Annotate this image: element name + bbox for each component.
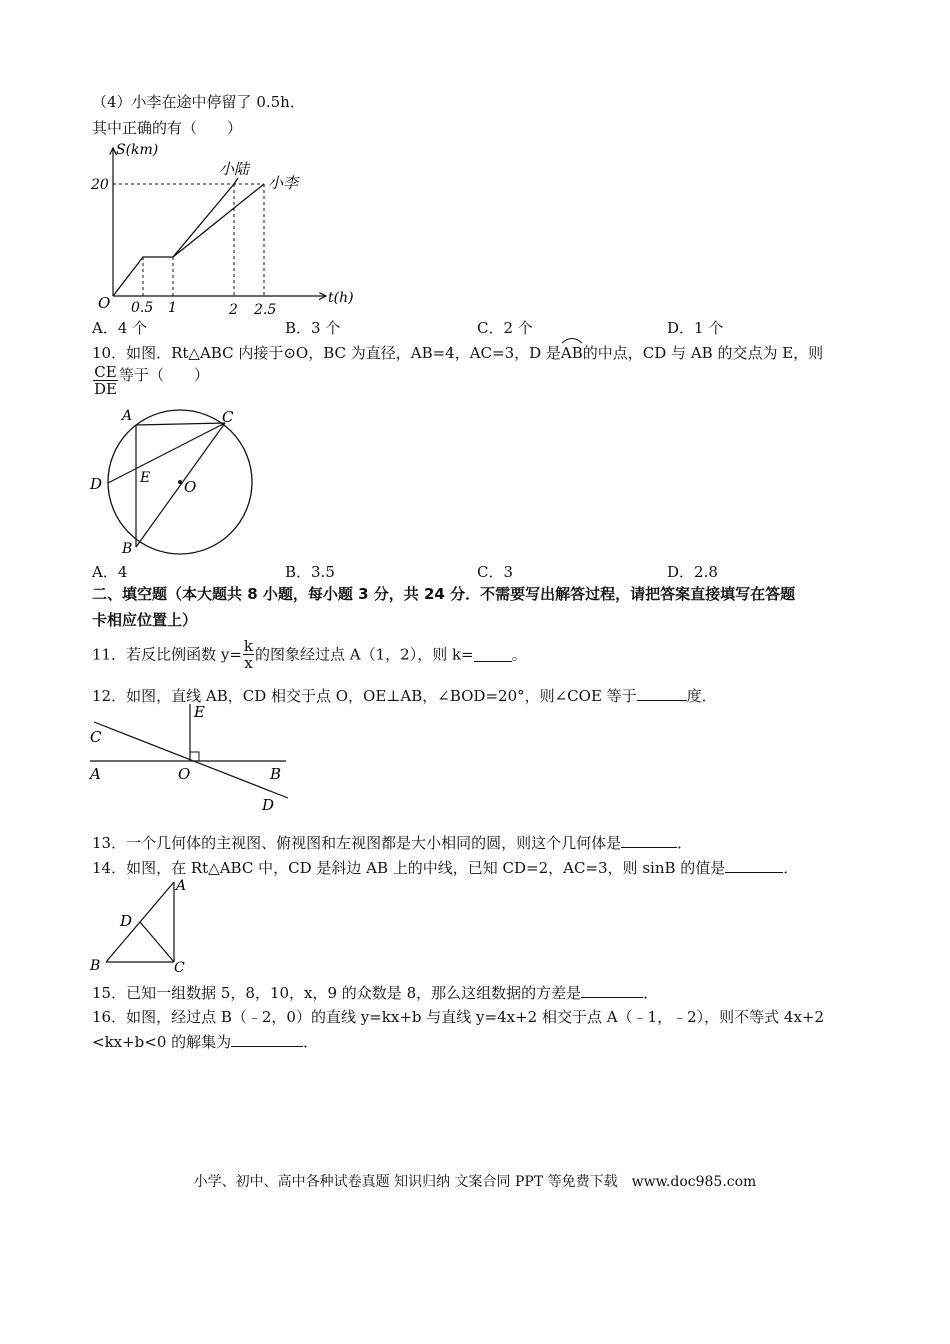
svg-text:D: D: [262, 796, 275, 814]
k-over-x: $\frac{k}{x}$: [243, 637, 253, 672]
svg-text:B: B: [270, 765, 282, 783]
y-axis-label: S(km): [116, 142, 159, 158]
q15: 15．已知一组数据 5，8，10，x，9 的众数是 8，那么这组数据的方差是 ．: [92, 984, 659, 1002]
svg-text:B: B: [122, 541, 133, 557]
q12: 12．如图，直线 AB，CD 相交于点 O，OE⊥AB，∠BOD=20°，则∠COE 等于 度．: [92, 687, 717, 705]
q9-option-a: A．4 个: [92, 319, 148, 337]
q12-answer-blank: [637, 686, 687, 701]
q15-answer-blank: [581, 983, 643, 998]
q10-option-b: B．3.5: [285, 563, 335, 581]
q14-answer-blank: [725, 858, 783, 873]
q10-stem-2: $\frac{CE}{DE}$ 等于（ ）: [94, 363, 209, 398]
q11: 11．若反比例函数 y= $\frac{k}{x}$ 的图象经过点 A（1，2），则 k= 。: [92, 637, 527, 672]
x-tick-2: 2: [229, 302, 238, 318]
svg-text:B: B: [90, 958, 101, 974]
label-xiaolu: 小陆: [219, 160, 250, 178]
label-xiaoli: 小李: [268, 174, 299, 192]
q10-option-c: C．3: [477, 563, 514, 581]
svg-text:O: O: [178, 765, 191, 783]
q9-ask: 其中正确的有（ ）: [92, 119, 243, 137]
svg-text:C: C: [90, 728, 102, 746]
x-tick-0.5: 0.5: [131, 300, 154, 316]
x-tick-2.5: 2.5: [254, 302, 277, 318]
q9-option-b: B．3 个: [285, 319, 341, 337]
svg-text:C: C: [174, 960, 185, 976]
q10-option-a: A．4: [92, 563, 128, 581]
q9-option-c: C．2 个: [477, 319, 533, 337]
x-tick-1: 1: [168, 300, 177, 316]
origin-label: O: [98, 294, 111, 312]
page-footer: 小学、初中、高中各种试卷真题 知识归纳 文案合同 PPT 等免费下载 www.doc985.com: [193, 1174, 757, 1190]
q11-answer-blank: [474, 647, 512, 662]
ce-over-de: $\frac{CE}{DE}$: [94, 363, 117, 398]
q16-answer-blank: [231, 1032, 303, 1047]
q10-stem: 10．如图．Rt△ABC 内接于⊙O，BC 为直径，AB=4，AC=3，D 是 AB的中点，CD 与 AB 的交点为 E，则: [92, 340, 823, 363]
q13-answer-blank: [621, 833, 677, 848]
svg-text:D: D: [90, 475, 103, 493]
q9-option-d: D．1 个: [667, 319, 724, 337]
x-axis-label: t(h): [328, 290, 354, 306]
circle-figure: [86, 402, 276, 562]
section-2-title-cont: 卡相应位置上）: [92, 611, 198, 629]
svg-text:E: E: [194, 703, 205, 721]
y-tick-20: 20: [91, 177, 109, 193]
q16-line2: <kx+b<0 的解集为 ．: [92, 1033, 319, 1051]
svg-text:O: O: [184, 478, 197, 496]
q9-statement-4: （4）小李在途中停留了 0.5h．: [92, 93, 305, 111]
intersecting-lines-figure: [86, 700, 296, 820]
svg-text:A: A: [90, 765, 101, 783]
q16-line1: 16．如图，经过点 B（﹣2，0）的直线 y=kx+b 与直线 y=4x+2 相交于点 A（﹣1，﹣2），则不等式 4x+2: [92, 1008, 825, 1026]
q14: 14．如图，在 Rt△ABC 中，CD 是斜边 AB 上的中线，已知 CD=2，AC=3，则 sinB 的值是 ．: [92, 859, 799, 877]
li-path: [113, 184, 264, 296]
svg-text:C: C: [222, 408, 234, 426]
lu-path: [173, 184, 234, 257]
arc-ab: AB: [561, 340, 583, 363]
q10-option-d: D．2.8: [667, 563, 718, 581]
q13: 13．一个几何体的主视图、俯视图和左视图都是大小相同的圆，则这个几何体是 ．: [92, 834, 693, 852]
svg-text:A: A: [122, 408, 133, 424]
svg-text:D: D: [120, 912, 133, 930]
section-2-title: 二、填空题（本大题共 8 小题，每小题 3 分，共 24 分．不需要写出解答过程，请把答案直接填写在答题: [92, 585, 796, 603]
right-triangle-figure: [86, 876, 196, 976]
svg-text:E: E: [140, 470, 151, 486]
distance-time-graph: [88, 140, 368, 320]
svg-text:A: A: [176, 878, 187, 894]
